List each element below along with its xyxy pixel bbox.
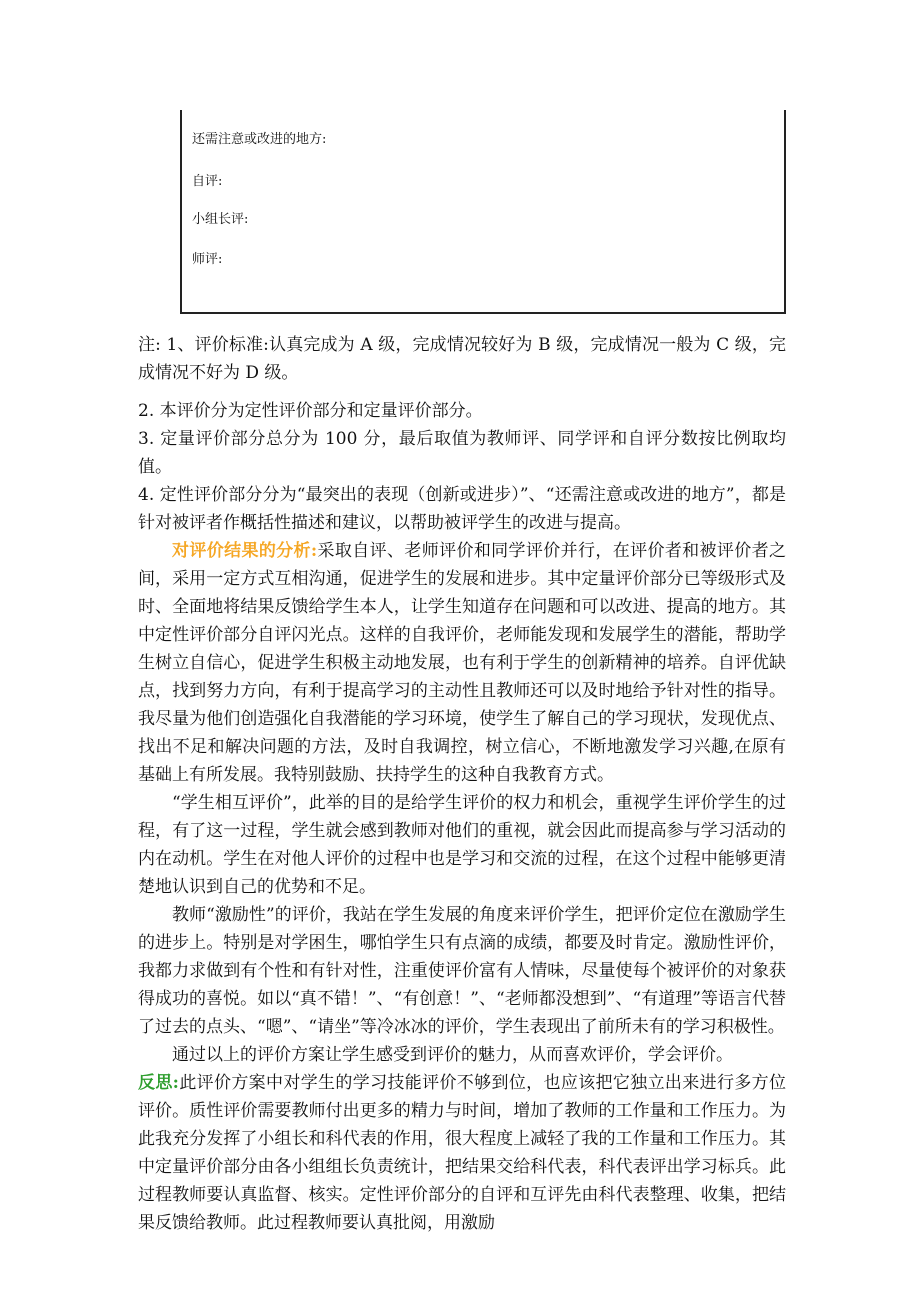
analysis-text: 采取自评、老师评价和同学评价并行，在评价者和被评价者之间，采用一定方式互相沟通，促进学生的发展和进步。其中定量评价部分已等级形式及时、全面地将结果反馈给学生本人，让学生知道存在问题和可以改进、提高的地方。其中定性评价部分自评闪光点。这样的自我评价，老师能发现和发展学生的潜能，帮助学生树立自信心，促进学生积极主动地发展，也有利于学生的创新精神的培养。自评优缺点，找到努力方向，有利于提高学习的主动性且教师还可以及时地给予针对性的指导。我尽量为他们创造强化自我潜能的学习环境，使学生了解自己的学习现状，发现优点、找出不足和解决问题的方法，及时自我调控，树立信心，不断地激发学习兴趣,在原有基础上有所发展。我特别鼓励、扶持学生的这种自我教育方式。 [138, 541, 786, 785]
note-3: 3. 定量评价部分总分为 100 分，最后取值为教师评、同学评和自评分数按比例取均值。 [138, 429, 786, 477]
reflection-heading: 反思: [138, 1073, 179, 1093]
note-2: 2. 本评价分为定性评价部分和定量评价部分。 [138, 401, 483, 421]
summary-paragraph: 通过以上的评价方案让学生感受到评价的魅力，从而喜欢评价，学会评价。 [172, 1045, 733, 1065]
peer-eval-paragraph: “学生相互评价”，此举的目的是给学生评价的权力和机会，重视学生评价学生的过程，有了这一过程，学生就会感到教师对他们的重视，就会因此而提高参与学习活动的内在动机。学生在对他人评价的过程中也是学习和交流的过程，在这个过程中能够更清楚地认识到自己的优势和不足。 [138, 793, 786, 897]
evaluation-form-box [180, 110, 786, 314]
reflection-text: 此评价方案中对学生的学习技能评价不够到位，也应该把它独立出来进行多方位评价。质性评价需要教师付出更多的精力与时间，增加了教师的工作量和工作压力。为此我充分发挥了小组长和科代表的作用，很大程度上减轻了我的工作量和工作压力。其中定量评价部分由各小组组长负责统计，把结果交给科代表，科代表评出学习标兵。此过程教师要认真监督、核实。定性评价部分的自评和互评先由科代表整理、收集，把结果反馈给教师。此过程教师要认真批阅，用激励 [138, 1073, 786, 1233]
note-prefix: 注 [138, 335, 156, 355]
analysis-paragraph [138, 537, 786, 789]
self-eval-label: 自评: [192, 174, 223, 189]
note-4: 4. 定性评价部分分为“最突出的表现（创新或进步）”、“还需注意或改进的地方”，都是针对被评者作概括性描述和建议，以帮助被评学生的改进与提高。 [138, 485, 786, 533]
improve-label: 还需注意或改进的地方: [192, 132, 327, 147]
note-1 [138, 331, 786, 387]
analysis-heading: 对评价结果的分析: [172, 541, 318, 561]
teacher-eval-label: 师评: [192, 252, 223, 267]
note-1-text: : 1、评价标准:认真完成为 A 级，完成情况较好为 B 级，完成情况一般为 C 级，完成情况不好为 D 级。 [138, 335, 787, 383]
reflection-paragraph [138, 1069, 786, 1237]
incentive-paragraph: 教师“激励性”的评价，我站在学生发展的角度来评价学生，把评价定位在激励学生的进步上。特别是对学困生，哪怕学生只有点滴的成绩，都要及时肯定。激励性评价，我都力求做到有个性和有针对性，注重使评价富有人情味，尽量使每个被评价的对象获得成功的喜悦。如以“真不错！”、“有创意！”、“老师都没想到”、“有道理”等语言代替了过去的点头、“嗯”、“请坐”等冷冰冰的评价，学生表现出了前所未有的学习积极性。 [138, 905, 786, 1037]
leader-eval-label: 小组长评: [192, 212, 249, 227]
